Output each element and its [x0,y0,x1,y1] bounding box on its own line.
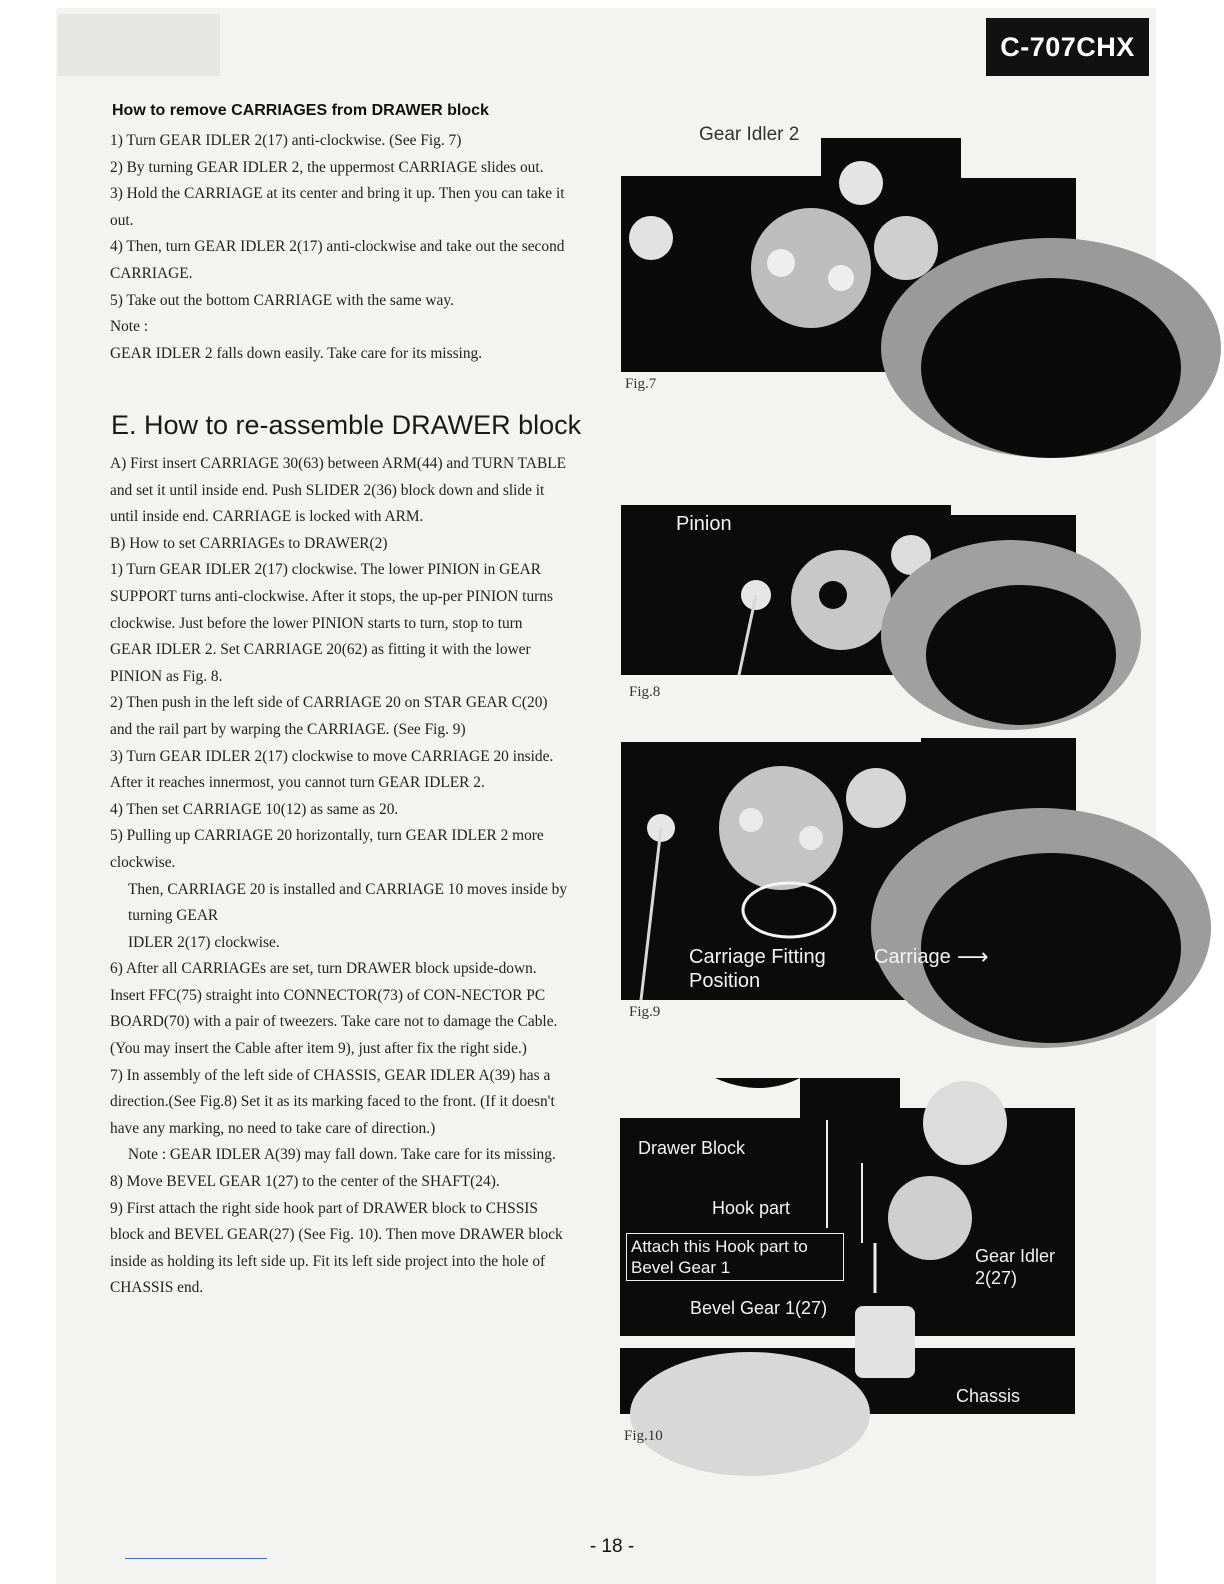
gear-idler-label: Gear Idler [975,1246,1056,1266]
chassis-label: Chassis [956,1386,1021,1406]
reassemble-steps [110,451,568,1302]
figure-7-caption: Fig.7 [625,376,657,392]
carriages-heading: How to remove CARRIAGES from DRAWER block [112,102,489,119]
carriages-step-5: 5) Take out the bottom CARRIAGE with the same way. [110,291,454,309]
step-b5-continued: Then, CARRIAGE 20 is installed and CARRIAGE 10 moves inside by turning GEAR [128,880,568,925]
attach-hook-callout [626,1233,844,1281]
step-b8: 8) Move BEVEL GEAR 1(27) to the center of the SHAFT(24). [110,1173,500,1191]
figure-9-caption: Fig.9 [629,1004,661,1020]
step-b2: 2) Then push in the left side of CARRIAGE 20 on STAR GEAR C(20) and the rail part by warping the CARRIAGE. (See Fig. 9) [110,694,548,738]
section-e-heading: E. How to re-assemble DRAWER block [111,410,582,440]
footer-link-underline [125,1558,267,1559]
step-b: B) How to set CARRIAGEs to DRAWER(2) [110,534,388,552]
step-b1: 1) Turn GEAR IDLER 2(17) clockwise. The lower PINION in GEAR SUPPORT turns anti-clockwise. After it stops, the up-per PINION turns clockwise. Just before the lower PINION starts to turn, stop to turn GEAR IDLER 2. Set CARRIAGE 20(62) as fitting it with the lower PINION as Fig. 8. [110,561,553,685]
step-b5-continued-2: IDLER 2(17) clockwise. [128,933,280,951]
carriage-label: Carriage [874,946,951,968]
figure-7-photo [621,124,1076,372]
step-b9: 9) First attach the right side hook part of DRAWER block to CHSSIS block and BEVEL GEAR(27) (See Fig. 10). Then move DRAWER block inside as holding its left side up. Fit its left side project into the hole of CHASSIS end. [110,1199,563,1297]
carriages-steps [110,128,568,367]
carriages-note-label: Note : [110,318,149,336]
attach-hook-line-2: Bevel Gear 1 [631,1258,731,1277]
step-b4: 4) Then set CARRIAGE 10(12) as same as 20. [110,800,399,818]
attach-hook-line-1: Attach this Hook part to [631,1237,808,1256]
carriages-note-text: GEAR IDLER 2 falls down easily. Take care for its missing. [110,344,483,362]
figure-9-photo [621,738,1076,1000]
carriages-step-4: 4) Then, turn GEAR IDLER 2(17) anti-clockwise and take out the second CARRIAGE. [110,238,565,282]
step-b3: 3) Turn GEAR IDLER 2(17) clockwise to move CARRIAGE 20 inside. After it reaches innermost, you cannot turn GEAR IDLER 2. [110,747,554,792]
page-number: - 18 - [589,1536,635,1557]
carriage-fitting-label-2: Position [689,970,761,992]
step-a: A) First insert CARRIAGE 30(63) between ARM(44) and TURN TABLE and set it until inside end. Push SLIDER 2(36) block down and slide it until inside end. CARRIAGE is locked with ARM. [110,455,567,526]
carriage-arrow: ⟶ [957,944,989,969]
carriages-step-2: 2) By turning GEAR IDLER 2, the uppermost CARRIAGE slides out. [110,158,544,176]
model-badge: C-707CHX [986,18,1149,76]
pinion-label: Pinion [676,513,732,535]
figure-10-photo [620,1078,1075,1414]
drawer-block-label: Drawer Block [638,1138,746,1158]
bevel-gear-label: Bevel Gear 1(27) [690,1298,828,1318]
step-b7: 7) In assembly of the left side of CHASSIS, GEAR IDLER A(39) has a direction.(See Fig.8) Set it as its marking faced to the front. (If it doesn't have any marking, no need to take care of direction.) [110,1066,555,1137]
hook-part-label: Hook part [712,1198,791,1218]
figure-8-photo [621,505,1076,675]
figure-10-caption: Fig.10 [624,1428,663,1444]
carriages-step-1: 1) Turn GEAR IDLER 2(17) anti-clockwise. (See Fig. 7) [110,132,462,149]
header-tab [58,14,220,76]
step-b6: 6) After all CARRIAGEs are set, turn DRAWER block upside-down. Insert FFC(75) straight into CONNECTOR(73) of CON-NECTOR PC BOARD(70) with a pair of tweezers. Take care not to damage the Cable. (You may insert the Cable after item 9), just after fix the right side.) [110,960,558,1058]
carriages-step-3: 3) Hold the CARRIAGE at its center and bring it up. Then you can take it out. [110,185,565,229]
step-b5: 5) Pulling up CARRIAGE 20 horizontally, turn GEAR IDLER 2 more clockwise. [110,827,544,871]
figure-8-caption: Fig.8 [629,684,661,700]
gear-idler-number: 2(27) [975,1268,1018,1288]
gear-idler-2-label: Gear Idler 2 [699,124,800,145]
step-b7-note: Note : GEAR IDLER A(39) may fall down. Take care for its missing. [128,1146,556,1164]
carriage-fitting-label-1: Carriage Fitting [689,946,826,968]
